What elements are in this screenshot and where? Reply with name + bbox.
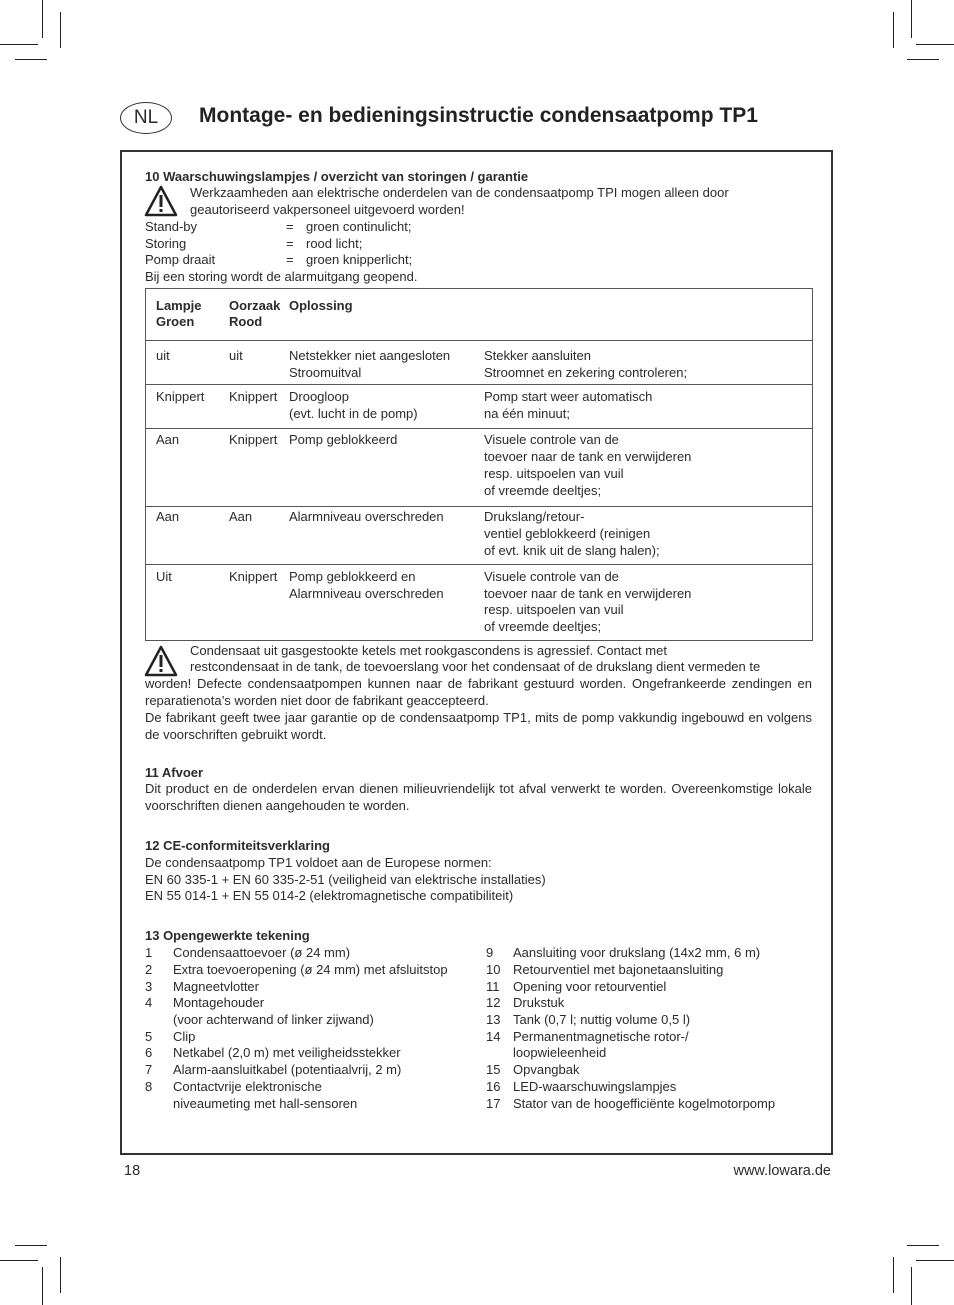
crop-mark xyxy=(0,44,38,45)
table-cell: Aan xyxy=(156,432,180,447)
crop-mark xyxy=(893,1257,894,1293)
table-cell: Netstekker niet aangesloten xyxy=(289,348,451,363)
table-cell: Uit xyxy=(156,569,172,584)
table-divider xyxy=(145,428,813,429)
section-11-text: Dit product en de onderdelen ervan dienen milieuvriendelijk tot afval verwerkt te worden. Overeenkomstige lokale voorschriften dienen aangehouden te worden. xyxy=(145,781,812,813)
table-cell: resp. uitspoelen van vuil xyxy=(484,602,624,617)
crop-mark xyxy=(911,0,912,38)
crop-mark xyxy=(911,1267,912,1305)
table-cell: toevoer naar de tank en verwijderen xyxy=(484,449,692,464)
part-number: 7 xyxy=(145,1062,153,1077)
page-title: Montage- en bedieningsinstructie condensaatpomp TP1 xyxy=(199,104,758,127)
state-label: Stand-by xyxy=(145,219,198,234)
part-label: Netkabel (2,0 m) met veiligheidsstekker xyxy=(173,1045,401,1060)
crop-mark xyxy=(60,12,61,48)
part-label: Permanentmagnetische rotor-/ xyxy=(513,1029,689,1044)
table-divider xyxy=(145,384,813,385)
part-number: 16 xyxy=(486,1079,501,1094)
crop-mark xyxy=(916,1260,954,1261)
part-label: Extra toevoeropening (ø 24 mm) met afsluitstop xyxy=(173,962,448,977)
crop-mark xyxy=(916,44,954,45)
part-label: Montagehouder xyxy=(173,995,265,1010)
section-12-line: EN 55 014-1 + EN 55 014-2 (elektromagnetische compatibiliteit) xyxy=(145,888,514,903)
table-cell: Alarmniveau overschreden xyxy=(289,586,444,601)
state-value: groen knipperlicht; xyxy=(306,252,413,267)
warning-icon xyxy=(144,185,178,217)
part-label: Magneetvlotter xyxy=(173,979,259,994)
warning-text: geautoriseerd vakpersoneel uitgevoerd worden! xyxy=(190,202,465,217)
state-value: groen continulicht; xyxy=(306,219,412,234)
part-label: (voor achterwand of linker zijwand) xyxy=(173,1012,374,1027)
part-number: 10 xyxy=(486,962,501,977)
part-number: 13 xyxy=(486,1012,501,1027)
table-cell: (evt. lucht in de pomp) xyxy=(289,406,418,421)
part-label: Aansluiting voor drukslang (14x2 mm, 6 m) xyxy=(513,945,761,960)
table-cell: of evt. knik uit de slang halen); xyxy=(484,543,660,558)
crop-mark xyxy=(0,1260,38,1261)
table-divider xyxy=(145,506,813,507)
table-cell: Pomp geblokkeerd xyxy=(289,432,398,447)
part-label: Drukstuk xyxy=(513,995,565,1010)
part-label: Opening voor retourventiel xyxy=(513,979,667,994)
section-10-heading: 10 Waarschuwingslampjes / overzicht van storingen / garantie xyxy=(145,169,529,184)
table-cell: Pomp geblokkeerd en xyxy=(289,569,416,584)
state-eq: = xyxy=(286,219,294,234)
table-cell: Visuele controle van de xyxy=(484,432,619,447)
table-cell: toevoer naar de tank en verwijderen xyxy=(484,586,692,601)
crop-mark xyxy=(60,1257,61,1293)
part-label: Condensaattoevoer (ø 24 mm) xyxy=(173,945,351,960)
table-cell: ventiel geblokkeerd (reinigen xyxy=(484,526,651,541)
table-cell: of vreemde deeltjes; xyxy=(484,483,602,498)
state-value: rood licht; xyxy=(306,236,363,251)
part-number: 2 xyxy=(145,962,153,977)
part-label: Clip xyxy=(173,1029,196,1044)
table-header: Oplossing xyxy=(289,298,353,313)
warning-text: Condensaat uit gasgestookte ketels met rookgascondens is agressief. Contact met xyxy=(190,643,667,658)
part-label: Stator van de hoogefficiënte kogelmotorpomp xyxy=(513,1096,776,1111)
part-label: Alarm-aansluitkabel (potentiaalvrij, 2 m) xyxy=(173,1062,402,1077)
table-divider xyxy=(145,340,813,341)
part-number: 17 xyxy=(486,1096,501,1111)
part-number: 9 xyxy=(486,945,494,960)
warning-text: worden! Defecte condensaatpompen kunnen naar de fabrikant gestuurd worden. Ongefrankeerde zendingen en reparatienota’s worden niet door de fabrikant geaccepteerd. xyxy=(145,676,812,708)
website-link[interactable]: www.lowara.de xyxy=(733,1163,831,1179)
table-cell: Knippert xyxy=(229,432,278,447)
page-number: 18 xyxy=(124,1163,141,1179)
part-number: 14 xyxy=(486,1029,501,1044)
warning-text: restcondensaat in de tank, de toevoerslang voor het condensaat of de drukslang dient vermeden te xyxy=(190,659,761,674)
table-divider xyxy=(145,564,813,565)
part-label: Contactvrije elektronische xyxy=(173,1079,322,1094)
table-cell: Stroomuitval xyxy=(289,365,362,380)
part-number: 4 xyxy=(145,995,153,1010)
table-cell: Stekker aansluiten xyxy=(484,348,591,363)
table-cell: Drukslang/retour- xyxy=(484,509,585,524)
table-cell: Visuele controle van de xyxy=(484,569,619,584)
table-cell: Knippert xyxy=(229,389,278,404)
part-number: 1 xyxy=(145,945,153,960)
table-cell: of vreemde deeltjes; xyxy=(484,619,602,634)
part-number: 6 xyxy=(145,1045,153,1060)
table-cell: Droogloop xyxy=(289,389,349,404)
table-header: Lampje xyxy=(156,298,202,313)
state-eq: = xyxy=(286,252,294,267)
state-label: Storing xyxy=(145,236,187,251)
section-12-line: EN 60 335-1 + EN 60 335-2-51 (veiligheid van elektrische installaties) xyxy=(145,872,546,887)
crop-mark xyxy=(15,59,47,60)
part-number: 8 xyxy=(145,1079,153,1094)
part-number: 15 xyxy=(486,1062,501,1077)
table-cell: na één minuut; xyxy=(484,406,571,421)
part-label: Retourventiel met bajonetaansluiting xyxy=(513,962,724,977)
language-badge: NL xyxy=(120,102,172,134)
table-cell: Stroomnet en zekering controleren; xyxy=(484,365,688,380)
section-12-heading: 12 CE-conformiteitsverklaring xyxy=(145,838,330,853)
part-number: 5 xyxy=(145,1029,153,1044)
warning-icon xyxy=(144,645,178,677)
table-cell: Pomp start weer automatisch xyxy=(484,389,653,404)
table-cell: Knippert xyxy=(229,569,278,584)
table-cell: uit xyxy=(156,348,170,363)
part-number: 11 xyxy=(486,979,500,994)
table-cell: Aan xyxy=(229,509,253,524)
table-header: Groen xyxy=(156,314,195,329)
section-12-line: De condensaatpomp TP1 voldoet aan de Europese normen: xyxy=(145,855,492,870)
table-cell: uit xyxy=(229,348,243,363)
table-cell: Aan xyxy=(156,509,180,524)
crop-mark xyxy=(907,59,939,60)
guarantee-text: De fabrikant geeft twee jaar garantie op de condensaatpomp TP1, mits de pomp vakkundig ingebouwd en volgens de voorschriften gebruikt wordt. xyxy=(145,710,812,742)
crop-mark xyxy=(42,0,43,38)
table-cell: resp. uitspoelen van vuil xyxy=(484,466,624,481)
part-label: loopwieleenheid xyxy=(513,1045,607,1060)
table-header: Rood xyxy=(229,314,263,329)
part-label: Tank (0,7 l; nuttig volume 0,5 l) xyxy=(513,1012,691,1027)
part-label: niveaumeting met hall-sensoren xyxy=(173,1096,358,1111)
alarm-note: Bij een storing wordt de alarmuitgang geopend. xyxy=(145,269,418,284)
table-header: Oorzaak xyxy=(229,298,281,313)
warning-text: Werkzaamheden aan elektrische onderdelen van de condensaatpomp TPI mogen alleen door xyxy=(190,185,729,200)
part-label: Opvangbak xyxy=(513,1062,580,1077)
table-cell: Knippert xyxy=(156,389,205,404)
crop-mark xyxy=(15,1245,47,1246)
section-13-heading: 13 Opengewerkte tekening xyxy=(145,928,310,943)
state-label: Pomp draait xyxy=(145,252,216,267)
crop-mark xyxy=(893,12,894,48)
section-11-heading: 11 Afvoer xyxy=(145,765,204,780)
state-eq: = xyxy=(286,236,294,251)
part-number: 12 xyxy=(486,995,501,1010)
crop-mark xyxy=(907,1245,939,1246)
part-label: LED-waarschuwingslampjes xyxy=(513,1079,677,1094)
crop-mark xyxy=(42,1267,43,1305)
table-cell: Alarmniveau overschreden xyxy=(289,509,444,524)
part-number: 3 xyxy=(145,979,153,994)
